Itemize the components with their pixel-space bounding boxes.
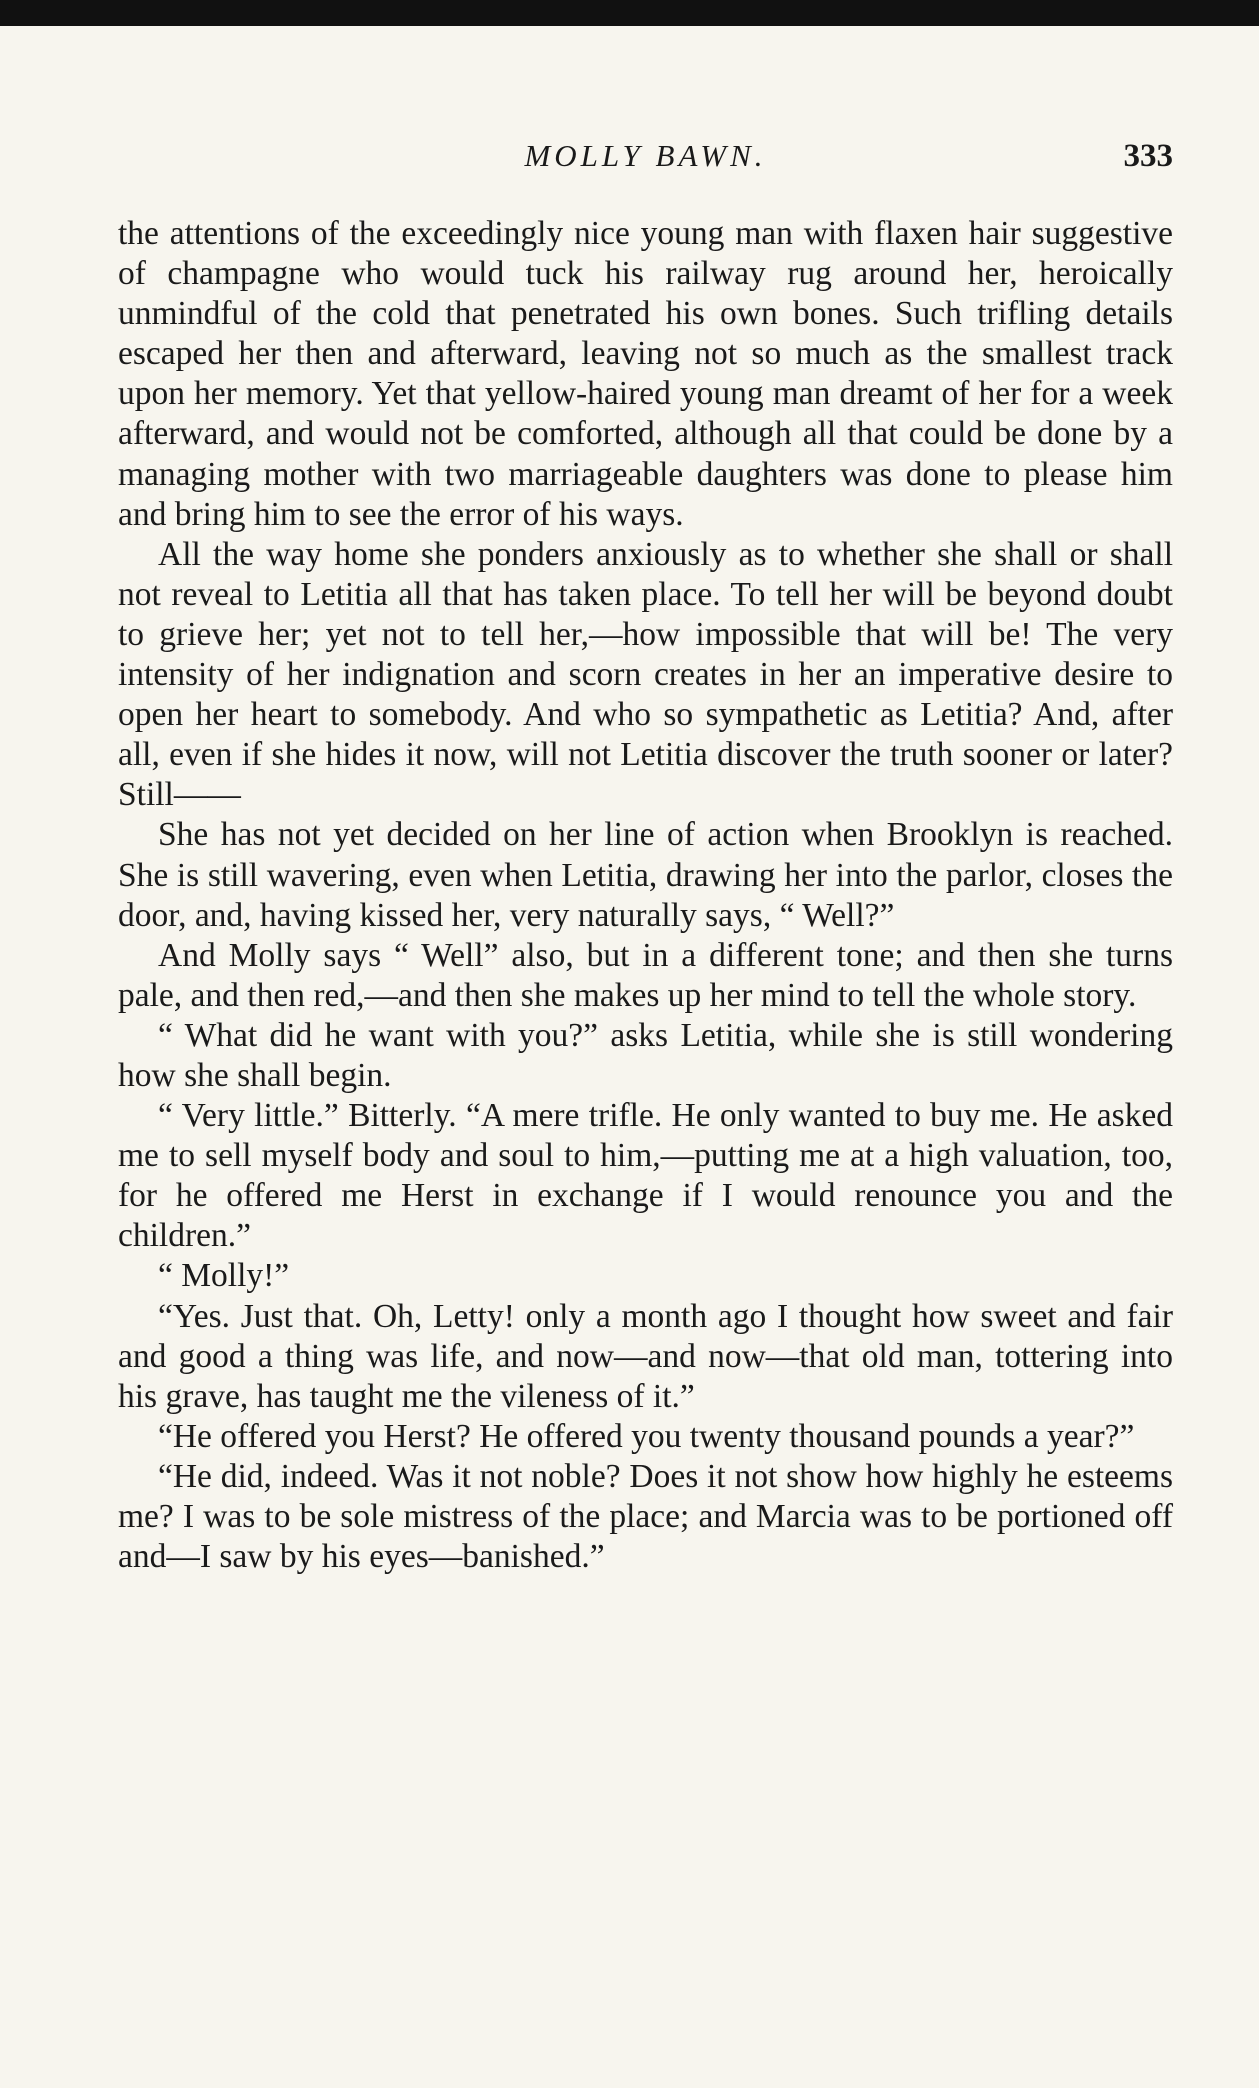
paragraph: “He did, indeed. Was it not noble? Does it not show how highly he esteems me? I was to be sole mistress of the place; and Marcia was to be portioned off and—I saw by his eyes—banished.” (118, 1457, 1173, 1576)
body-text (118, 214, 1173, 1577)
paragraph: “ Very little.” Bitterly. “A mere trifle. He only wanted to buy me. He asked me to sell myself body and soul to him,—putting me at a high valuation, too, for he offered me Herst in exchange if I would renounce you and the children.” (118, 1097, 1173, 1255)
paragraph: “ What did he want with you?” asks Letitia, while she is still wondering how she shall begin. (118, 1016, 1173, 1094)
paragraph: “Yes. Just that. Oh, Letty! only a month ago I thought how sweet and fair and good a thing was life, and now—and now—that old man, tottering into his grave, has taught me the vileness of it.” (118, 1297, 1173, 1415)
page-number: 333 (1123, 138, 1173, 174)
paragraph: And Molly says “ Well” also, but in a different tone; and then she turns pale, and then red,—and then she makes up her mind to tell the whole story. (118, 936, 1173, 1014)
paragraph: She has not yet decided on her line of action when Brooklyn is reached. She is still wavering, even when Letitia, drawing her into the parlor, closes the door, and, having kissed her, very naturally says, “ Well?” (118, 816, 1173, 934)
running-title: MOLLY BAWN. (524, 138, 767, 173)
running-head (118, 138, 1173, 186)
paragraph: “He offered you Herst? He offered you twenty thousand pounds a year?” (158, 1417, 1135, 1455)
page-top-edge (0, 0, 1259, 26)
paragraph: All the way home she ponders anxiously as to whether she shall or shall not reveal to Letitia all that has taken place. To tell her will be beyond doubt to grieve her; yet not to tell her,—how impossible that will be! The very intensity of her indignation and scorn creates in her an imperative desire to open her heart to somebody. And who so sympathetic as Letitia? And, after all, even if she hides it now, will not Letitia discover the truth sooner or later? Still—— (118, 535, 1173, 814)
paragraph: the attentions of the exceedingly nice young man with flaxen hair suggestive of champagne who would tuck his railway rug around her, heroically unmindful of the cold that penetrated his own bones. Such trifling details escaped her then and afterward, leaving not so much as the smallest track upon her memory. Yet that yellow-haired young man dreamt of her for a week afterward, and would not be comforted, although all that could be done by a managing mother with two marriageable daughters was done to please him and bring him to see the error of his ways. (118, 215, 1173, 533)
paragraph: “ Molly!” (158, 1257, 290, 1295)
